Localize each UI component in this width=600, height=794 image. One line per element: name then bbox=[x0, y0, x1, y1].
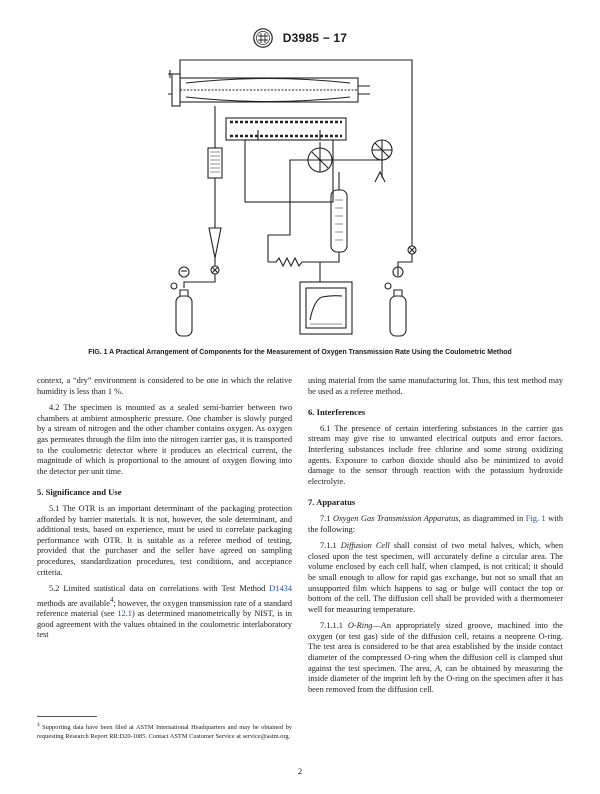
paragraph-context: context, a “dry” environment is considered to be one in which the relative humidity is less than 1 %. bbox=[37, 376, 292, 396]
text-run: with the following: bbox=[308, 513, 564, 534]
link-d1434[interactable]: D1434 bbox=[269, 584, 292, 594]
paragraph-5-1: 5.1 The OTR is an important determinant of the packaging protection afforded by barrier materials. It is not, however, the sole determinant, and additional tests, based on experience, must be used to correlate packaging performance with OTR. It is suitable as a referee method of testing, provided that the purchaser and the seller have agreed on sampling procedures, standardization procedures, test conditions, and acceptance criteria. bbox=[37, 503, 292, 577]
text-run: 7.1.1 bbox=[320, 541, 341, 551]
footnote-marker: 4 bbox=[37, 722, 40, 728]
text-run: ; however, the oxygen transmission rate of a standard reference material (see bbox=[37, 598, 292, 619]
paragraph-5-2 bbox=[37, 584, 292, 641]
section-6-heading: 6. Interferences bbox=[308, 407, 366, 418]
standard-designation: D3985 − 17 bbox=[282, 31, 348, 45]
diffusion-cell bbox=[172, 74, 370, 106]
vent-valve bbox=[372, 140, 392, 182]
figure-caption: FIG. 1 A Practical Arrangement of Components for the Measurement of Oxygen Transmission Rate Using the Coulometric Method bbox=[88, 349, 512, 356]
italic-term: Diffusion Cell bbox=[340, 541, 390, 551]
footnote-divider bbox=[37, 716, 97, 717]
footnote-ref: 4 bbox=[109, 595, 114, 604]
text-run: 5.2 Limited statistical data on correlations with Test Method bbox=[49, 584, 270, 594]
paragraph-7-1 bbox=[308, 514, 563, 535]
flowmeter bbox=[184, 228, 221, 288]
paragraph-continued: using material from the same manufacturing lot. Thus, this test method may be used as a referee method. bbox=[308, 376, 563, 396]
section-7-heading: 7. Apparatus bbox=[308, 497, 356, 508]
left-column bbox=[37, 376, 292, 647]
right-column bbox=[308, 376, 563, 695]
link-12-1[interactable]: 12.1 bbox=[117, 609, 132, 619]
italic-term: Oxygen Gas Transmission Apparatus bbox=[332, 513, 459, 523]
text-run: —An appropriately sized groove, machined into the oxygen (or test gas) side of the diffusion cell, retains a neoprene O-ring. The test area is considered to be that area established by the inside contact diameter of the compressed O-ring when the diffusion cell is clamped shut against the test specimen. The area, bbox=[308, 621, 564, 673]
paragraph-4-2: 4.2 The specimen is mounted as a sealed semi-barrier between two chambers at ambient atmospheric pressure. One chamber is slowly purged by a stream of nitrogen and the other chamber contains oxygen. As oxygen gas permeates through the film into the nitrogen carrier gas, it is transported to the coulometric detector where it produces an electrical current, the magnitude of which is proportional to the amount of oxygen flowing into the detector per unit time. bbox=[37, 403, 292, 476]
italic-term: O-Ring bbox=[347, 621, 373, 631]
section-5-heading: 5. Significance and Use bbox=[37, 487, 122, 498]
text-run: shall consist of two metal halves, which, when closed upon the test specimen, will accurately define a circular area. The volume enclosed by each cell half, when clamped, is not critical; it should be small enough to allow for rapid gas exchange, but not so small that an unsupported film which happens to sag or bulge will contact the top or bottom of the cell. The diffusion cell shall be provided with a thermometer well for measuring temperature. bbox=[308, 541, 563, 614]
paragraph-7-1-1 bbox=[308, 541, 563, 615]
load-resistor bbox=[268, 235, 320, 266]
paragraph-7-1-1-1 bbox=[308, 621, 563, 695]
apparatus-diagram bbox=[150, 50, 450, 340]
astm-logo-icon bbox=[253, 28, 273, 48]
text-run: 7.1 bbox=[320, 513, 333, 523]
recorder bbox=[300, 282, 352, 334]
oxygen-cylinder bbox=[385, 150, 416, 336]
drying-column bbox=[208, 106, 222, 228]
text-run: ) as determined manometrically by NIST, is in good agreement with the values obtained in the coulometric interlaboratory test bbox=[37, 609, 292, 640]
nitrogen-cylinder bbox=[171, 267, 192, 336]
link-fig-1[interactable]: Fig. 1 bbox=[525, 513, 546, 523]
footnote bbox=[37, 721, 292, 741]
paragraph-6-1: 6.1 The presence of certain interfering substances in the carrier gas stream may give rise to unwanted electrical outputs and error factors. Interfering substances include free chlorine and some strong oxidizing agents. Exposure to carbon dioxide should also be minimized to avoid damage to the sensor through reaction with the potassium hydroxide electrolyte. bbox=[308, 423, 563, 486]
text-run: methods are available bbox=[37, 598, 110, 608]
page-number: 2 bbox=[297, 766, 303, 776]
footnote-text: Supporting data have been filed at ASTM International Headquarters and may be obtained by requesting Research Report RR:D20-1085. Contact ASTM Customer Service at service@astm.org. bbox=[37, 724, 292, 740]
text-run: , can be obtained by measuring the inside diameter of the imprint left by the O-ring on the specimen after it has been removed from the diffusion cell. bbox=[308, 663, 563, 694]
page-header bbox=[0, 28, 600, 48]
text-run: 7.1.1.1 bbox=[320, 621, 348, 631]
italic-variable: A bbox=[435, 663, 441, 673]
text-run: , as diagrammed in bbox=[458, 513, 526, 523]
